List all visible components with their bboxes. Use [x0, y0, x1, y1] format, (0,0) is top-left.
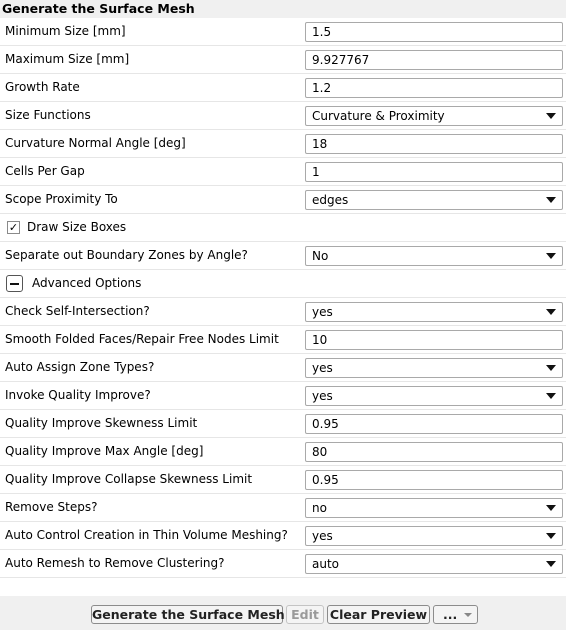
quality-collapse-skewness-label: Quality Improve Collapse Skewness Limit: [5, 472, 253, 486]
invoke-quality-improve-label: Invoke Quality Improve?: [5, 388, 151, 402]
chevron-down-icon: [546, 561, 556, 567]
chevron-down-icon: [546, 505, 556, 511]
cells-per-gap-input[interactable]: 1: [305, 162, 563, 182]
auto-control-thin-volume-value: yes: [312, 529, 333, 543]
chevron-down-icon: [546, 365, 556, 371]
check-self-intersection-label: Check Self-Intersection?: [5, 304, 150, 318]
auto-control-thin-volume-label: Auto Control Creation in Thin Volume Meshing?: [5, 528, 288, 542]
invoke-quality-improve-value: yes: [312, 389, 333, 403]
row-scope-proximity: [0, 186, 566, 214]
row-remove-steps: [0, 494, 566, 522]
row-auto-assign-zone-types: [0, 354, 566, 382]
row-growth-rate: [0, 74, 566, 102]
quality-collapse-skewness-input[interactable]: 0.95: [305, 470, 563, 490]
smooth-folded-faces-label: Smooth Folded Faces/Repair Free Nodes Limit: [5, 332, 279, 346]
invoke-quality-improve-select[interactable]: [305, 386, 563, 406]
row-maximum-size: [0, 46, 566, 74]
chevron-down-icon: [546, 393, 556, 399]
scope-proximity-label: Scope Proximity To: [5, 192, 118, 206]
task-panel: [0, 18, 566, 596]
auto-remesh-clustering-value: auto: [312, 557, 340, 571]
edit-button[interactable]: Edit: [286, 605, 324, 624]
chevron-down-icon: [464, 613, 472, 617]
quality-skewness-limit-input[interactable]: 0.95: [305, 414, 563, 434]
draw-size-boxes-checkbox[interactable]: ✓: [8, 221, 19, 234]
more-options-button[interactable]: [433, 605, 478, 624]
row-check-self-intersection: [0, 298, 566, 326]
quality-max-angle-label: Quality Improve Max Angle [deg]: [5, 444, 204, 458]
row-cells-per-gap: [0, 158, 566, 186]
remove-steps-value: no: [312, 501, 327, 515]
clear-preview-button[interactable]: Clear Preview: [327, 605, 430, 624]
generate-surface-mesh-button[interactable]: Generate the Surface Mesh: [92, 607, 285, 622]
task-title: Generate the Surface Mesh: [2, 1, 195, 16]
separate-boundary-zones-label: Separate out Boundary Zones by Angle?: [5, 248, 248, 262]
auto-assign-zone-types-select[interactable]: [305, 358, 563, 378]
row-quality-skewness-limit: [0, 410, 566, 438]
row-invoke-quality-improve: [0, 382, 566, 410]
curvature-normal-angle-input[interactable]: 18: [305, 134, 563, 154]
cells-per-gap-label: Cells Per Gap: [5, 164, 85, 178]
check-self-intersection-select[interactable]: [305, 302, 563, 322]
auto-control-thin-volume-select[interactable]: [305, 526, 563, 546]
remove-steps-label: Remove Steps?: [5, 500, 98, 514]
smooth-folded-faces-input[interactable]: 10: [305, 330, 563, 350]
growth-rate-label: Growth Rate: [5, 80, 80, 94]
minimum-size-label: Minimum Size [mm]: [5, 24, 126, 38]
size-functions-label: Size Functions: [5, 108, 91, 122]
remove-steps-select[interactable]: [305, 498, 563, 518]
scope-proximity-value: edges: [312, 193, 349, 207]
row-quality-collapse-skewness: [0, 466, 566, 494]
row-draw-size-boxes: [0, 214, 566, 242]
check-self-intersection-value: yes: [312, 305, 333, 319]
chevron-down-icon: [546, 253, 556, 259]
chevron-down-icon: [546, 197, 556, 203]
auto-remesh-clustering-label: Auto Remesh to Remove Clustering?: [5, 556, 225, 570]
chevron-down-icon: [546, 309, 556, 315]
collapse-icon[interactable]: [6, 275, 23, 292]
advanced-options-label: Advanced Options: [32, 276, 142, 290]
row-quality-max-angle: [0, 438, 566, 466]
chevron-down-icon: [546, 533, 556, 539]
quality-max-angle-input[interactable]: 80: [305, 442, 563, 462]
more-options-label: ...: [443, 607, 458, 622]
auto-assign-zone-types-value: yes: [312, 361, 333, 375]
growth-rate-input[interactable]: 1.2: [305, 78, 563, 98]
chevron-down-icon: [546, 113, 556, 119]
curvature-normal-angle-label: Curvature Normal Angle [deg]: [5, 136, 186, 150]
maximum-size-input[interactable]: 9.927767: [305, 50, 563, 70]
row-auto-remesh-clustering: [0, 550, 566, 578]
auto-assign-zone-types-label: Auto Assign Zone Types?: [5, 360, 155, 374]
draw-size-boxes-label: Draw Size Boxes: [27, 220, 127, 234]
quality-skewness-limit-label: Quality Improve Skewness Limit: [5, 416, 198, 430]
maximum-size-label: Maximum Size [mm]: [5, 52, 130, 66]
minimum-size-input[interactable]: 1.5: [305, 22, 563, 42]
row-minimum-size: [0, 18, 566, 46]
row-advanced-options: [0, 270, 566, 298]
auto-remesh-clustering-select[interactable]: [305, 554, 563, 574]
scope-proximity-select[interactable]: [305, 190, 563, 210]
separate-boundary-zones-select[interactable]: [305, 246, 563, 266]
row-size-functions: [0, 102, 566, 130]
size-functions-select[interactable]: [305, 106, 563, 126]
row-smooth-folded-faces: [0, 326, 566, 354]
button-bar: [0, 596, 566, 630]
row-separate-boundary-zones: [0, 242, 566, 270]
row-curvature-normal-angle: [0, 130, 566, 158]
size-functions-value: Curvature & Proximity: [312, 109, 445, 123]
row-auto-control-thin-volume: [0, 522, 566, 550]
separate-boundary-zones-value: No: [312, 249, 329, 263]
